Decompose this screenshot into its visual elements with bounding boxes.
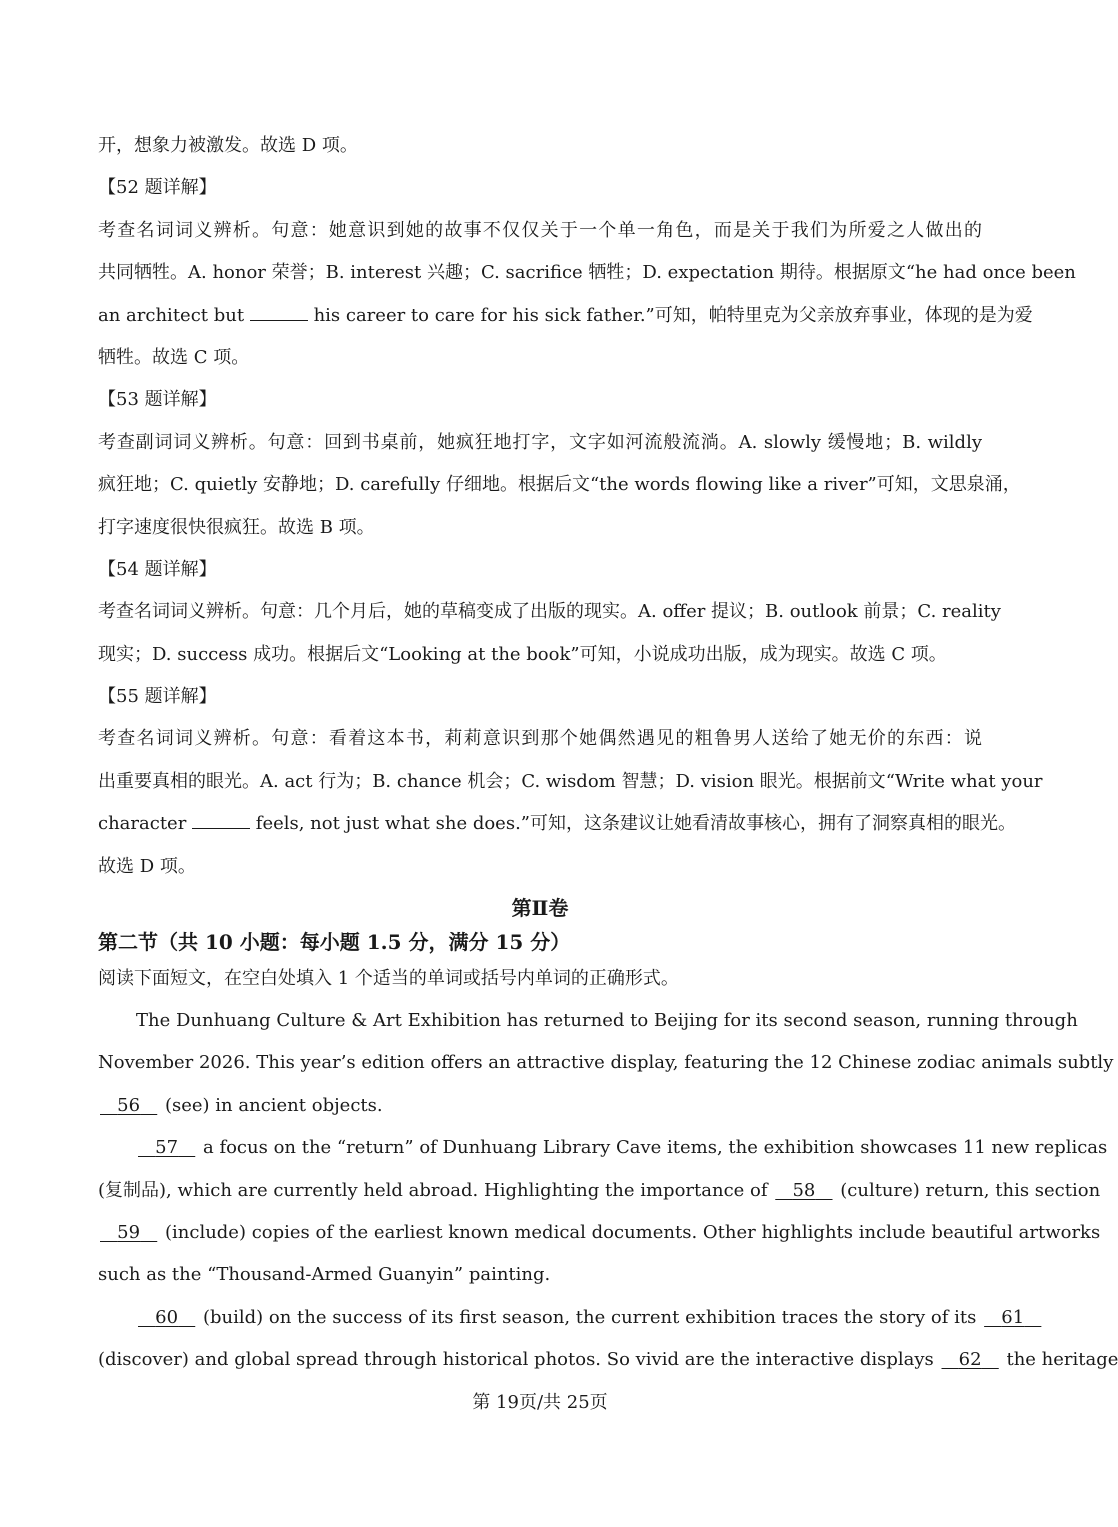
text-line: 疯狂地；C. quietly 安静地；D. carefully 仔细地。根据后文“the words flowing like a river”可知，文思泉涌，	[98, 474, 1021, 496]
section-title: 第二节（共 10 小题：每小题 1.5 分，满分 15 分）	[98, 930, 571, 955]
text-segment: his career to care for his sick father.”可知，帕特里克为父亲放弃事业，体现的是为爱	[313, 304, 1033, 326]
answer-blank	[250, 304, 308, 321]
text-line: 开，想象力被激发。故选 D 项。	[98, 135, 358, 156]
text-line: 出重要真相的眼光。A. act 行为；B. chance 机会；C. wisdom 智慧；D. vision 眼光。根据前文“Write what your	[98, 770, 1043, 792]
passage-line	[98, 1297, 1025, 1339]
text-line: 考查副词词义辨析。句意：回到书桌前，她疯狂地打字，文字如河流般流淌。A. slowly 缓慢地；B. wildly	[98, 431, 982, 453]
text-line: 考查名词词义辨析。句意：她意识到她的故事不仅仅关于一个单一角色，而是关于我们为所爱之人做出的	[98, 219, 982, 241]
blank-59: 59	[117, 1221, 141, 1243]
text-segment: (culture) return, this section	[840, 1179, 1101, 1201]
blank-58: 58	[792, 1179, 816, 1201]
text-line	[98, 295, 1033, 337]
question-heading: 【54 题详解】	[98, 558, 217, 580]
passage-line	[98, 1085, 982, 1127]
text-segment: (build) on the success of its first season, the current exhibition traces the story of its	[202, 1306, 977, 1328]
text-segment: a focus on the “return” of Dunhuang Library Cave items, the exhibition showcases 11 new replicas	[202, 1137, 1108, 1159]
text-segment: character	[98, 813, 187, 835]
passage-line: November 2026. This year’s edition offers an attractive display, featuring the 12 Chinese zodiac animals subtly	[98, 1052, 1114, 1074]
blank-56: 56	[117, 1094, 141, 1116]
passage-line	[98, 1170, 1101, 1212]
blank-57: 57	[155, 1137, 179, 1159]
text-segment: (see) in ancient objects.	[164, 1094, 383, 1116]
text-line: 考查名词词义辨析。句意：几个月后，她的草稿变成了出版的现实。A. offer 提议；B. outlook 前景；C. reality	[98, 601, 1001, 623]
text-segment: an architect but	[98, 304, 245, 326]
text-segment: (复制品), which are currently held abroad. Highlighting the importance of	[98, 1179, 768, 1201]
text-line	[98, 803, 1016, 845]
text-segment: (include) copies of the earliest known medical documents. Other highlights include beautiful artworks	[164, 1221, 1101, 1243]
text-line: 考查名词词义辨析。句意：看着这本书，莉莉意识到那个她偶然遇见的粗鲁男人送给了她无价的东西：说	[98, 728, 982, 750]
text-line: 打字速度很快很疯狂。故选 B 项。	[98, 516, 375, 538]
volume-title: 第Ⅱ卷	[511, 896, 569, 921]
text-segment: (discover) and global spread through historical photos. So vivid are the interactive displays	[98, 1349, 934, 1371]
question-heading: 【52 题详解】	[98, 177, 217, 199]
passage-line: The Dunhuang Culture & Art Exhibition has returned to Beijing for its second season, running through	[136, 1010, 1078, 1032]
text-segment: feels, not just what she does.”可知，这条建议让她看清故事核心，拥有了洞察真相的眼光。	[255, 813, 1016, 835]
passage-line	[98, 1339, 1118, 1381]
page-footer: 第 19页/共 25页	[472, 1392, 608, 1413]
document-page	[98, 125, 1118, 1382]
text-segment: the heritage	[1006, 1349, 1118, 1371]
text-line: 现实；D. success 成功。根据后文“Looking at the book”可知，小说成功出版，成为现实。故选 C 项。	[98, 643, 947, 665]
blank-60: 60	[155, 1306, 179, 1328]
section-instruction: 阅读下面短文，在空白处填入 1 个适当的单词或括号内单词的正确形式。	[98, 968, 679, 990]
passage-line	[98, 1127, 1108, 1169]
text-line: 牺牲。故选 C 项。	[98, 346, 250, 368]
text-line: 故选 D 项。	[98, 855, 196, 877]
blank-62: 62	[958, 1349, 982, 1371]
blank-61: 61	[1001, 1306, 1025, 1328]
question-heading: 【55 题详解】	[98, 686, 217, 708]
text-line: 共同牺牲。A. honor 荣誉；B. interest 兴趣；C. sacrifice 牺牲；D. expectation 期待。根据原文“he had once been	[98, 262, 1076, 284]
passage-line	[98, 1212, 1101, 1254]
passage-line: such as the “Thousand-Armed Guanyin” painting.	[98, 1264, 551, 1286]
answer-blank	[192, 812, 250, 829]
question-heading: 【53 题详解】	[98, 389, 217, 411]
